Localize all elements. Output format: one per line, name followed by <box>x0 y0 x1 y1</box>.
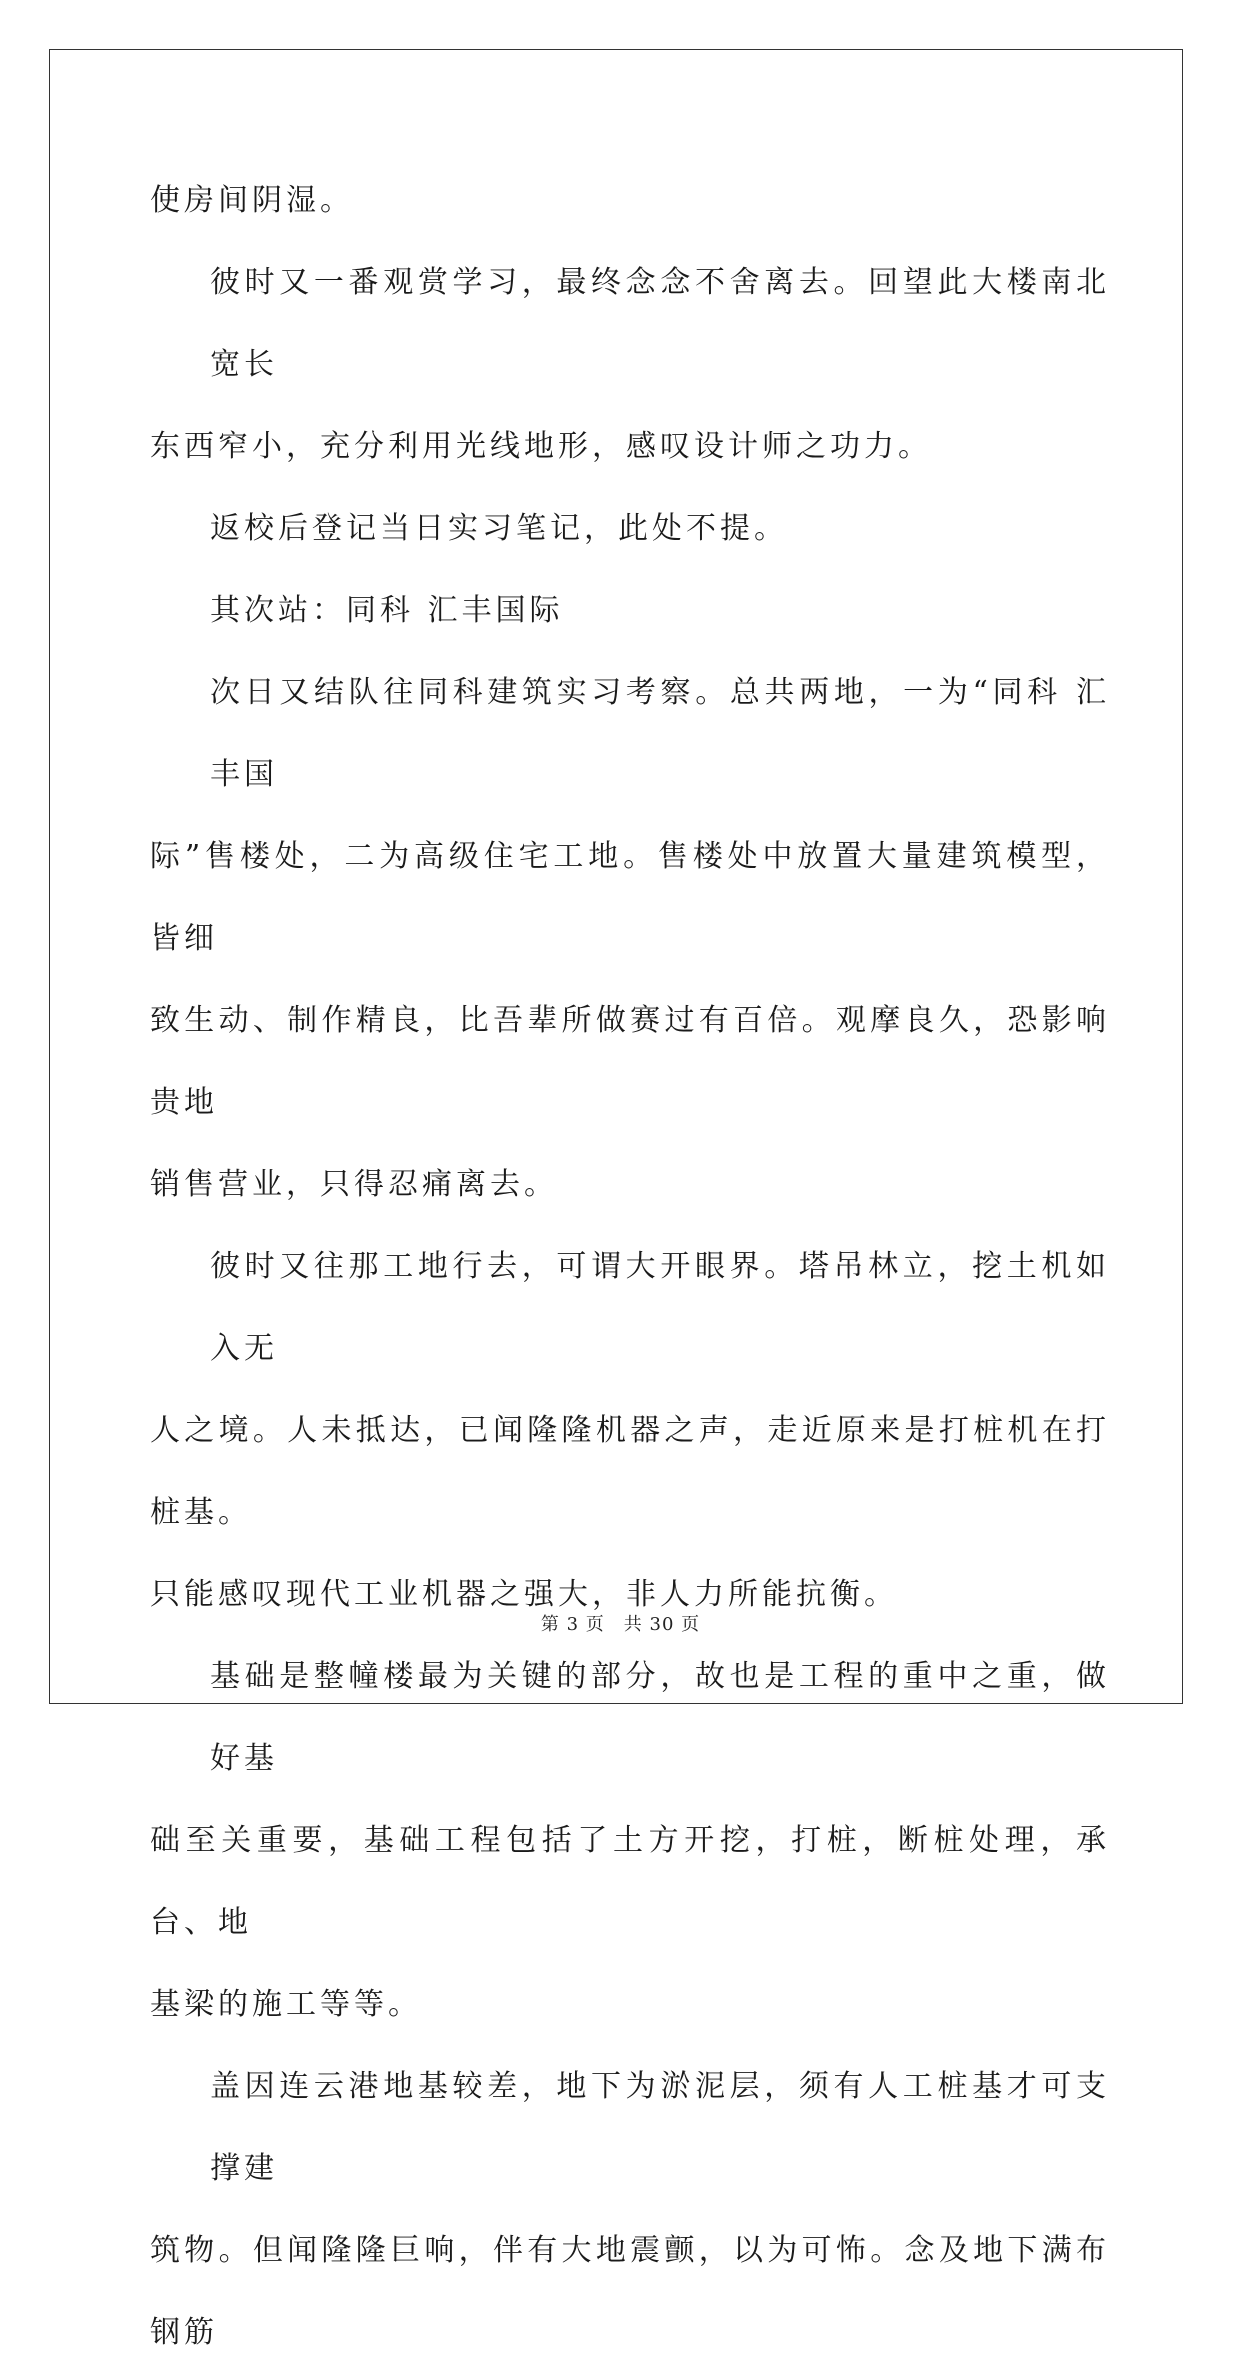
text-line-4: 返校后登记当日实习笔记，此处不提。 <box>210 511 788 546</box>
text-line-12: 只能感叹现代工业机器之强大，非人力所能抗衡。 <box>150 1577 898 1612</box>
text-line-10: 彼时又往那工地行去，可谓大开眼界。塔吊林立，挖土机如入无 <box>210 1249 1110 1366</box>
text-line-6: 次日又结队往同科建筑实习考察。总共两地，一为“同科 汇丰国 <box>210 675 1110 792</box>
text-line-7: 际”售楼处，二为高级住宅工地。售楼处中放置大量建筑模型，皆细 <box>150 839 1110 956</box>
text-line-1: 使房间阴湿。 <box>150 183 354 218</box>
text-line-2: 彼时又一番观赏学习，最终念念不舍离去。回望此大楼南北宽长 <box>210 265 1110 382</box>
text-line-3: 东西窄小，充分利用光线地形，感叹设计师之功力。 <box>150 429 932 464</box>
text-line-9: 销售营业，只得忍痛离去。 <box>150 1167 558 1202</box>
page-number: 第 3 页 共 30 页 <box>540 1614 701 1635</box>
text-line-13: 基础是整幢楼最为关键的部分，故也是工程的重中之重，做好基 <box>210 1659 1110 1776</box>
text-line-11: 人之境。人未抵达，已闻隆隆机器之声，走近原来是打桩机在打桩基。 <box>150 1413 1110 1530</box>
section-heading: 其次站：同科 汇丰国际 <box>210 593 564 628</box>
text-line-16: 盖因连云港地基较差，地下为淤泥层，须有人工桩基才可支撑建 <box>210 2069 1110 2186</box>
text-line-17: 筑物。但闻隆隆巨响，伴有大地震颤，以为可怖。念及地下满布钢筋 <box>150 2233 1110 2350</box>
text-line-15: 基梁的施工等等。 <box>150 1987 422 2022</box>
document-body <box>150 160 1110 2374</box>
text-line-14: 础至关重要，基础工程包括了土方开挖，打桩，断桩处理，承台、地 <box>150 1823 1110 1940</box>
text-line-8: 致生动、制作精良，比吾辈所做赛过有百倍。观摩良久，恐影响贵地 <box>150 1003 1110 1120</box>
